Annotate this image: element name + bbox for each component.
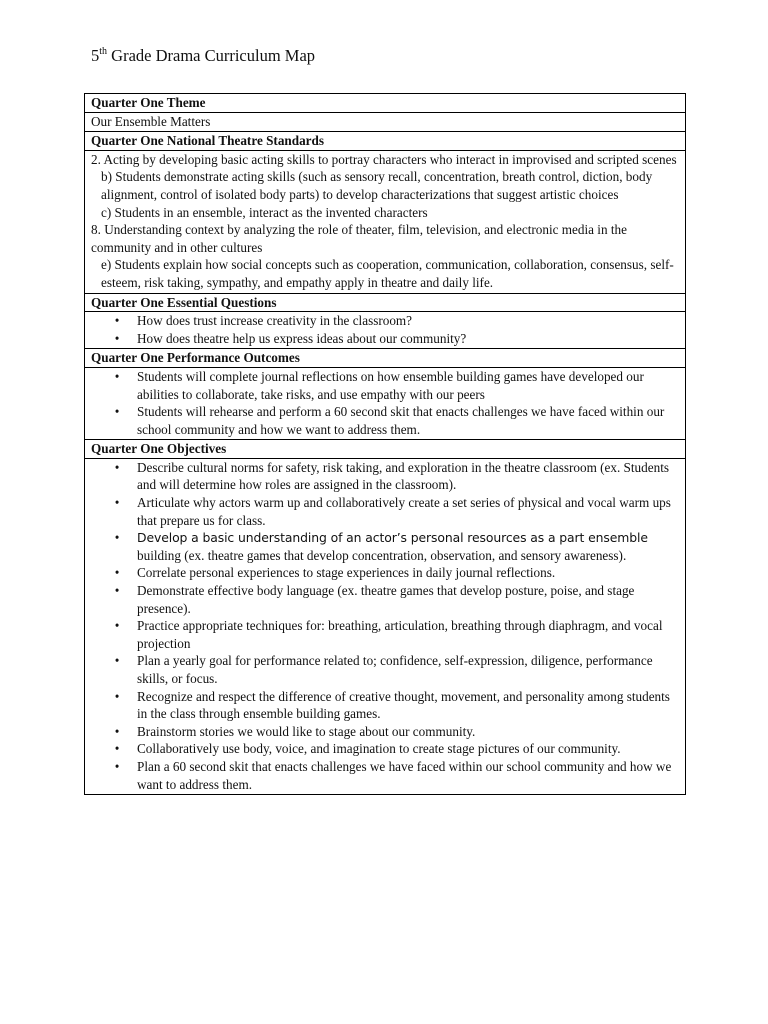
bullet-icon: • <box>114 653 120 669</box>
questions-heading: Quarter One Essential Questions <box>85 293 685 312</box>
standard-8: 8. Understanding context by analyzing the role of theater, film, television, and electronic media in the community and in other cultures <box>91 222 627 255</box>
objectives-heading: Quarter One Objectives <box>85 439 685 458</box>
bullet-icon: • <box>114 618 120 634</box>
objectives-body <box>85 458 685 794</box>
list-item: • Articulate why actors warm up and collaboratively create a set series of physical and vocal warm ups that prepare us for class. <box>137 494 679 529</box>
bullet-icon: • <box>114 459 120 475</box>
bullet-icon: • <box>114 404 120 420</box>
bullet-icon: • <box>114 330 120 346</box>
standard-2c: c) Students in an ensemble, interact as the invented characters <box>101 204 428 220</box>
outcomes-list <box>91 368 679 438</box>
list-item: • Correlate personal experiences to stage experiences in daily journal reflections. <box>137 564 679 582</box>
list-item: • Recognize and respect the difference of creative thought, movement, and personality among students in the class through ensemble building games. <box>137 688 679 723</box>
questions-list <box>91 312 679 347</box>
bullet-icon: • <box>114 368 120 384</box>
questions-body <box>85 311 685 348</box>
objectives-list <box>91 459 679 793</box>
outcomes-heading: Quarter One Performance Outcomes <box>85 348 685 367</box>
list-item: • Demonstrate effective body language (ex. theatre games that develop posture, poise, and stage presence). <box>137 582 679 617</box>
list-item: • How does trust increase creativity in the classroom? <box>137 312 679 330</box>
standard-2b: b) Students demonstrate acting skills (such as sensory recall, concentration, breath control, diction, body alignment, control of isolated body parts) to develop characterizations that suggest artistic choices <box>101 169 653 202</box>
list-item: • Collaboratively use body, voice, and imagination to create stage pictures of our community. <box>137 740 679 758</box>
standards-body <box>85 150 685 293</box>
bullet-icon: • <box>114 565 120 581</box>
standard-2: 2. Acting by developing basic acting skills to portray characters who interact in improvised and scripted scenes <box>91 151 677 167</box>
list-item: • Plan a 60 second skit that enacts challenges we have faced within our school community and how we want to address them. <box>137 758 679 793</box>
title-grade-number: 5 <box>91 46 100 65</box>
list-item: • Students will complete journal reflections on how ensemble building games have developed our abilities to collaborate, take risks, and use empathy with our peers <box>137 368 679 403</box>
bullet-icon: • <box>114 741 120 757</box>
bullet-icon: • <box>114 758 120 774</box>
title-grade-suffix: th <box>99 45 108 57</box>
list-item: • Brainstorm stories we would like to stage about our community. <box>137 723 679 741</box>
bullet-icon: • <box>114 583 120 599</box>
bullet-icon: • <box>114 495 120 511</box>
theme-text: Our Ensemble Matters <box>85 112 685 132</box>
bullet-icon: • <box>114 723 120 739</box>
bullet-icon: • <box>114 313 120 329</box>
page-title <box>91 46 315 66</box>
objective-lead-text: Develop a basic understanding of an actor’s personal resources as a part ensemble <box>137 530 648 546</box>
list-item: • How does theatre help us express ideas about our community? <box>137 330 679 348</box>
list-item: • Students will rehearse and perform a 60 second skit that enacts challenges we have faced within our school community and how we want to address them. <box>137 403 679 438</box>
bullet-icon: • <box>114 530 120 546</box>
outcomes-body <box>85 367 685 439</box>
bullet-icon: • <box>114 688 120 704</box>
title-rest: Grade Drama Curriculum Map <box>107 46 316 65</box>
standards-heading: Quarter One National Theatre Standards <box>85 131 685 150</box>
standard-8e: e) Students explain how social concepts such as cooperation, communication, collaboration, consensus, self-esteem, risk taking, sympathy, and empathy apply in theatre and daily life. <box>101 257 674 290</box>
list-item <box>114 529 679 564</box>
curriculum-map-table <box>84 93 686 795</box>
objective-rest-text: building (ex. theatre games that develop concentration, observation, and sensory awareness). <box>137 547 627 563</box>
theme-heading: Quarter One Theme <box>91 95 206 110</box>
list-item: • Practice appropriate techniques for: breathing, articulation, breathing through diaphragm, and vocal projection <box>137 617 679 652</box>
list-item: • Describe cultural norms for safety, risk taking, and exploration in the theatre classroom (ex. Students and will determine how roles are assigned in the classroom). <box>137 459 679 494</box>
list-item: • Plan a yearly goal for performance related to; confidence, self-expression, diligence, performance skills, or focus. <box>137 652 679 687</box>
